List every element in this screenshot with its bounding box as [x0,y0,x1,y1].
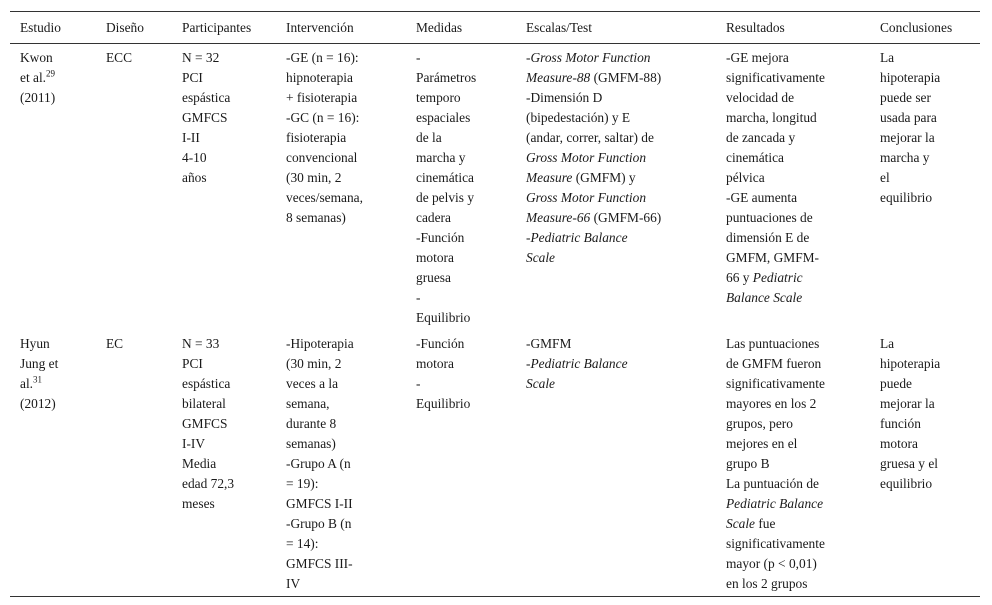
participants-line: espástica [182,376,231,391]
reference-number: 29 [46,68,56,79]
results-line [726,334,866,354]
results-line [726,108,866,128]
text-segment: marcha, longitud [726,110,817,125]
participants-line: N = 33 [182,336,220,351]
conclusions-line: usada para [880,110,937,125]
study-text: et al. [20,70,47,85]
results-line [726,228,866,248]
italic-text: Balance Scale [726,290,803,305]
cell-medidas [406,330,516,597]
measures-line: temporo [416,90,461,105]
cell-intervencion [276,44,406,331]
intervention-line: fisioterapia [286,130,347,145]
text-segment: -GMFM [526,336,572,351]
text-segment: (andar, correr, saltar) de [526,130,654,145]
text-segment: (bipedestación) y E [526,110,631,125]
conclusions-line: hipoterapia [880,70,941,85]
participants-line: GMFCS [182,110,228,125]
results-line [726,414,866,434]
cell-resultados [716,330,870,597]
measures-line: cinemática [416,170,474,185]
results-line [726,474,866,494]
header-diseno: Diseño [106,20,144,35]
study-text: (2011) [20,90,56,105]
results-line [726,148,866,168]
intervention-line: veces a la [286,376,339,391]
results-line [726,188,866,208]
intervention-line: hipnoterapia [286,70,353,85]
measures-line: Equilibrio [416,396,471,411]
intervention-line: -GC (n = 16): [286,110,360,125]
measures-line: - [416,376,421,391]
text-segment: (GMFM-66) [590,210,662,225]
conclusions-line: equilibrio [880,476,933,491]
results-line [726,208,866,228]
text-segment: mayores en los 2 [726,396,817,411]
intervention-line: -Grupo A (n [286,456,351,471]
study-line [20,354,92,374]
results-line [726,48,866,68]
scales-line [526,188,712,208]
results-line [726,268,866,288]
measures-line: - [416,50,421,65]
scales-line [526,374,712,394]
text-segment: grupos, pero [726,416,793,431]
text-segment: dimensión E de [726,230,810,245]
participants-line: edad 72,3 [182,476,235,491]
scales-line [526,228,712,248]
participants-line: 4-10 [182,150,207,165]
conclusions-line: mejorar la [880,396,935,411]
cell-medidas [406,44,516,331]
measures-line: de pelvis y [416,190,475,205]
conclusions-line: el [880,170,890,185]
text-segment: fue [755,516,776,531]
participants-line: PCI [182,356,203,371]
text-segment: (GMFM) y [572,170,636,185]
results-line [726,454,866,474]
scales-line [526,354,712,374]
intervention-line: GMFCS III- [286,556,353,571]
conclusions-line: motora [880,436,918,451]
results-line [726,288,866,308]
measures-line: gruesa [416,270,451,285]
results-line [726,88,866,108]
conclusions-line: mejorar la [880,130,935,145]
conclusions-line: gruesa y el [880,456,939,471]
measures-line: -Función [416,336,465,351]
study-line [20,48,92,68]
header-medidas: Medidas [416,20,463,35]
results-line [726,128,866,148]
text-segment: -Dimensión D [526,90,603,105]
cell-conclusiones [870,44,980,331]
participants-line: años [182,170,207,185]
study-text: Hyun [20,336,50,351]
cell-estudio [10,44,96,331]
results-line [726,574,866,594]
conclusions-line: puede ser [880,90,931,105]
cell-resultados [716,44,870,331]
text-segment: La puntuación de [726,476,819,491]
text-segment: - [526,50,531,65]
study-line [20,374,92,394]
intervention-line: -Grupo B (n [286,516,352,531]
measures-line: Equilibrio [416,310,471,325]
study-text: (2012) [20,396,56,411]
participants-line: espástica [182,90,231,105]
measures-line: -Función [416,230,465,245]
participants-line: N = 32 [182,50,220,65]
text-segment: - [526,230,531,245]
results-line [726,494,866,514]
scales-line [526,88,712,108]
intervention-line: (30 min, 2 [286,356,342,371]
participants-line: PCI [182,70,203,85]
cell-escalas [516,330,716,597]
italic-text: Scale [526,376,555,391]
italic-text: Measure [526,170,573,185]
text-segment: velocidad de [726,90,795,105]
conclusions-line: hipoterapia [880,356,941,371]
intervention-line: = 14): [286,536,319,551]
study-text: Kwon [20,50,53,65]
study-line [20,68,92,88]
header-participantes: Participantes [182,20,252,35]
text-segment: mayor (p < 0,01) [726,556,817,571]
cell-diseno: EC [106,336,124,351]
text-segment: 66 y [726,270,753,285]
study-line [20,394,92,414]
participants-line: I-II [182,130,200,145]
intervention-line: 8 semanas) [286,210,346,225]
scales-line [526,334,712,354]
scales-line [526,208,712,228]
scales-line [526,148,712,168]
results-line [726,168,866,188]
text-segment: puntuaciones de [726,210,813,225]
intervention-line: semana, [286,396,330,411]
intervention-line: + fisioterapia [286,90,358,105]
conclusions-line: puede [880,376,912,391]
participants-line: I-IV [182,436,206,451]
scales-line [526,68,712,88]
cell-conclusiones [870,330,980,597]
cell-escalas [516,44,716,331]
intervention-line: semanas) [286,436,336,451]
text-segment: -GE aumenta [726,190,798,205]
italic-text: Scale [526,250,555,265]
measures-line: cadera [416,210,451,225]
results-line [726,554,866,574]
text-segment: GMFM, GMFM- [726,250,820,265]
measures-line: marcha y [416,150,466,165]
header-resultados: Resultados [726,20,785,35]
italic-text: Pediatric Balance [726,496,824,511]
conclusions-line: función [880,416,921,431]
text-segment: de GMFM fueron [726,356,822,371]
text-segment: pélvica [726,170,765,185]
text-segment: -GE mejora [726,50,789,65]
participants-line: meses [182,496,215,511]
header-conclusiones: Conclusiones [880,20,953,35]
conclusions-line: equilibrio [880,190,933,205]
studies-table [10,11,980,597]
scales-line [526,108,712,128]
header-estudio: Estudio [20,20,61,35]
text-segment: significativamente [726,376,825,391]
conclusions-line: La [880,336,895,351]
intervention-line: convencional [286,150,358,165]
measures-line: de la [416,130,442,145]
study-text: Jung et [20,356,59,371]
results-line [726,434,866,454]
header-intervencion: Intervención [286,20,354,35]
text-segment: significativamente [726,536,825,551]
cell-diseno: ECC [106,50,133,65]
table-row [10,330,980,597]
text-segment: significativamente [726,70,825,85]
cell-participantes [172,330,276,597]
italic-text: Pediatric Balance [530,230,628,245]
text-segment: grupo B [726,456,770,471]
cell-participantes [172,44,276,331]
results-line [726,248,866,268]
study-line [20,334,92,354]
results-line [726,534,866,554]
results-line [726,354,866,374]
scales-line [526,248,712,268]
conclusions-line: La [880,50,895,65]
text-segment: Las puntuaciones [726,336,820,351]
cell-intervencion [276,330,406,597]
intervention-line: durante 8 [286,416,337,431]
participants-line: bilateral [182,396,226,411]
scales-line [526,48,712,68]
table-row [10,44,980,331]
results-line [726,374,866,394]
intervention-line: GMFCS I-II [286,496,353,511]
results-line [726,68,866,88]
measures-line: motora [416,356,454,371]
measures-line: Parámetros [416,70,477,85]
italic-text: Pediatric [752,270,803,285]
intervention-line: = 19): [286,476,319,491]
italic-text: Gross Motor Function [530,50,651,65]
intervention-line: veces/semana, [286,190,363,205]
participants-line: GMFCS [182,416,228,431]
intervention-line: (30 min, 2 [286,170,342,185]
italic-text: Measure-88 [526,70,591,85]
measures-line: - [416,290,421,305]
participants-line: Media [182,456,217,471]
study-text: al. [20,376,34,391]
text-segment: de zancada y [726,130,796,145]
text-segment: mejores en el [726,436,798,451]
scales-line [526,128,712,148]
italic-text: Measure-66 [526,210,591,225]
intervention-line: -Hipoterapia [286,336,354,351]
measures-line: espaciales [416,110,471,125]
study-line [20,88,92,108]
table-body [10,44,980,597]
reference-number: 31 [33,374,43,385]
intervention-line: -GE (n = 16): [286,50,359,65]
header-row [10,12,980,44]
italic-text: Gross Motor Function [526,150,647,165]
scales-line [526,168,712,188]
conclusions-line: marcha y [880,150,930,165]
results-line [726,514,866,534]
text-segment: cinemática [726,150,784,165]
cell-estudio [10,330,96,597]
text-segment: (GMFM-88) [590,70,662,85]
results-line [726,394,866,414]
italic-text: Gross Motor Function [526,190,647,205]
text-segment: - [526,356,531,371]
text-segment: en los 2 grupos [726,576,808,591]
italic-text: Pediatric Balance [530,356,628,371]
italic-text: Scale [726,516,755,531]
measures-line: motora [416,250,454,265]
header-escalas: Escalas/Test [526,20,592,35]
intervention-line: IV [286,576,301,591]
